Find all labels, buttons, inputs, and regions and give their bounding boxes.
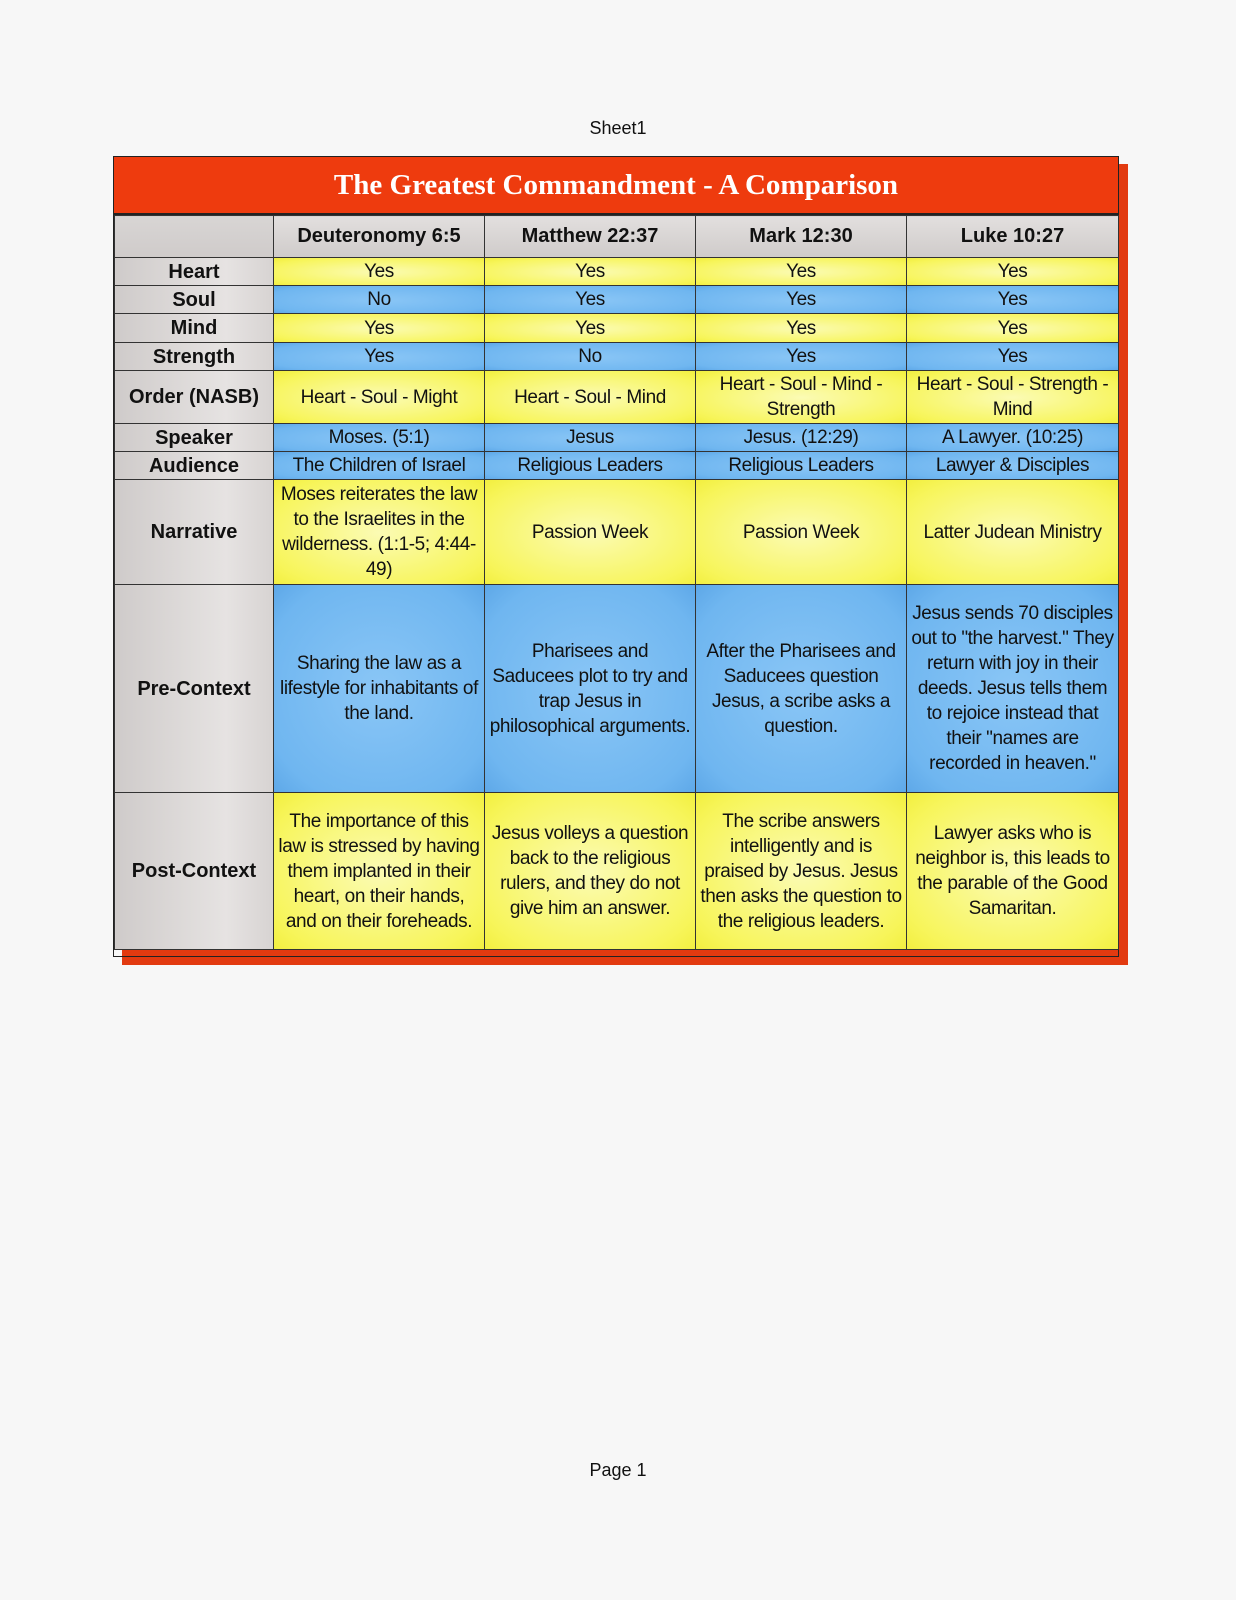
table-row [115,480,1119,585]
table-cell: After the Pharisees and Saducees question Jesus, a scribe asks a question. [696,585,907,793]
column-header: Deuteronomy 6:5 [274,216,485,258]
table-cell: Passion Week [696,480,907,585]
table-row [115,793,1119,950]
table-cell: Pharisees and Saducees plot to try and trap Jesus in philosophical arguments. [485,585,696,793]
corner-cell [115,216,274,258]
table-cell: Jesus. (12:29) [696,424,907,452]
table-cell: Yes [696,314,907,343]
table-cell: Yes [907,258,1119,286]
table-cell: Moses reiterates the law to the Israelites in the wilderness. (1:1-5; 4:44-49) [274,480,485,585]
column-header: Luke 10:27 [907,216,1119,258]
comparison-table [114,215,1119,950]
table-cell: Yes [485,286,696,314]
sheet-name: Sheet1 [589,118,647,138]
table-row [115,286,1119,314]
table-cell: Yes [907,286,1119,314]
table-cell: The scribe answers intelligently and is praised by Jesus. Jesus then asks the question to the religious leaders. [696,793,907,950]
row-header: Speaker [115,424,274,452]
table-cell: Yes [274,314,485,343]
row-header: Post-Context [115,793,274,950]
table-row [115,258,1119,286]
table-cell: Yes [696,258,907,286]
table-row [115,585,1119,793]
table-cell: Heart - Soul - Might [274,371,485,424]
table-row [115,452,1119,480]
table-cell: Yes [696,286,907,314]
table-cell: No [274,286,485,314]
table-cell: Latter Judean Ministry [907,480,1119,585]
table-cell: Jesus volleys a question back to the religious rulers, and they do not give him an answer. [485,793,696,950]
table-cell: No [485,343,696,371]
table-cell: Yes [907,343,1119,371]
row-header: Order (NASB) [115,371,274,424]
table-cell: A Lawyer. (10:25) [907,424,1119,452]
table-row [115,343,1119,371]
row-header: Mind [115,314,274,343]
table-cell: Lawyer & Disciples [907,452,1119,480]
table-cell: Religious Leaders [696,452,907,480]
table-cell: Religious Leaders [485,452,696,480]
table-cell: Sharing the law as a lifestyle for inhabitants of the land. [274,585,485,793]
row-header: Heart [115,258,274,286]
column-header: Matthew 22:37 [485,216,696,258]
table-row [115,424,1119,452]
table-cell: Heart - Soul - Strength - Mind [907,371,1119,424]
page-number: Page 1 [589,1460,647,1480]
table-cell: Passion Week [485,480,696,585]
row-header: Strength [115,343,274,371]
row-header: Narrative [115,480,274,585]
table-cell: The importance of this law is stressed by having them implanted in their heart, on their hands, and on their foreheads. [274,793,485,950]
table-cell: Yes [696,343,907,371]
table-cell: Yes [274,258,485,286]
table-cell: Jesus sends 70 disciples out to "the harvest." They return with joy in their deeds. Jesus tells them to rejoice instead that their "names are recorded in heaven." [907,585,1119,793]
header-row [115,216,1119,258]
table-cell: Yes [907,314,1119,343]
row-header: Pre-Context [115,585,274,793]
table-cell: The Children of Israel [274,452,485,480]
table-cell: Yes [485,258,696,286]
table-row [115,314,1119,343]
table-row [115,371,1119,424]
table-title: The Greatest Commandment - A Comparison [114,157,1118,215]
column-header: Mark 12:30 [696,216,907,258]
row-header: Soul [115,286,274,314]
table-cell: Yes [485,314,696,343]
table-cell: Moses. (5:1) [274,424,485,452]
comparison-table-container [113,156,1119,957]
row-header: Audience [115,452,274,480]
table-cell: Heart - Soul - Mind [485,371,696,424]
table-cell: Jesus [485,424,696,452]
table-cell: Heart - Soul - Mind - Strength [696,371,907,424]
table-cell: Yes [274,343,485,371]
table-cell: Lawyer asks who is neighbor is, this leads to the parable of the Good Samaritan. [907,793,1119,950]
